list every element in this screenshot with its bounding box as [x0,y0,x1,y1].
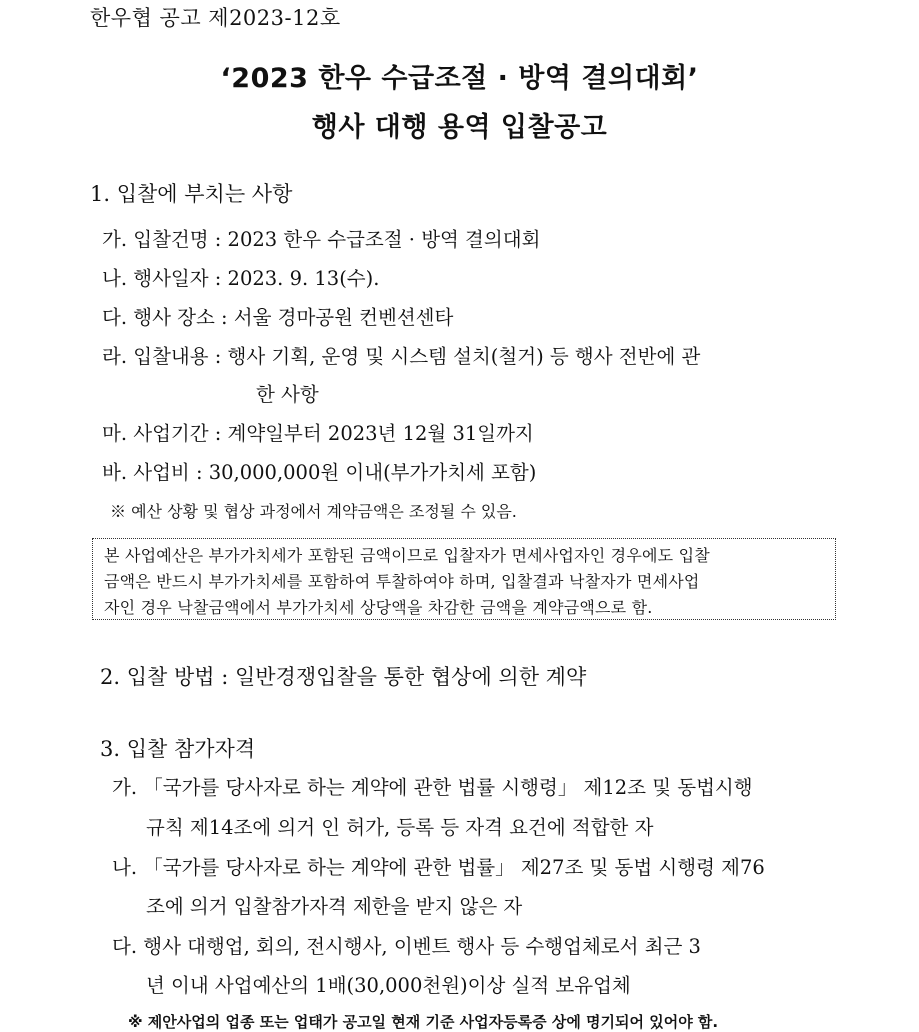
section-1-item-ma: 마. 사업기간 : 계약일부터 2023년 12월 31일까지 [102,422,534,445]
section-2-heading: 2. 입찰 방법 : 일반경쟁입찰을 통한 협상에 의한 계약 [100,665,587,689]
title-line-1: ‘2023 한우 수급조절 · 방역 결의대회’ [220,63,699,94]
title-line-2: 행사 대행 용역 입찰공고 [311,112,608,143]
section-3-item-na-line-1: 나. 「국가를 당사자로 하는 계약에 관한 법률」 제27조 및 동법 시행령 제76 [112,856,765,879]
section-1-item-ra-continuation: 한 사항 [256,383,319,406]
section-3-item-da-line-1: 다. 행사 대행업, 회의, 전시행사, 이벤트 행사 등 수행업체로서 최근 3 [112,935,701,958]
section-3-item-da-line-2: 년 이내 사업예산의 1배(30,000천원)이상 실적 보유업체 [146,974,631,997]
section-3-item-na-line-2: 조에 의거 입찰참가자격 제한을 받지 않은 자 [146,895,523,918]
notice-number: 한우협 공고 제2023-12호 [90,6,341,30]
business-registration-note: ※ 제안사업의 업종 또는 업태가 공고일 현재 기준 사업자등록증 상에 명기되어 있어야 함. [128,1013,719,1031]
section-3-item-ga-line-2: 규칙 제14조에 의거 인 허가, 등록 등 자격 요건에 적합한 자 [146,816,654,839]
section-3-heading: 3. 입찰 참가자격 [100,737,256,761]
box-line-3: 자인 경우 낙찰금액에서 부가가치세 상당액을 차감한 금액을 계약금액으로 함. [104,598,653,617]
section-1-item-ra: 라. 입찰내용 : 행사 기획, 운영 및 시스템 설치(철거) 등 행사 전반에 관 [102,345,701,368]
box-line-1: 본 사업예산은 부가가치세가 포함된 금액이므로 입찰자가 면세사업자인 경우에도 입찰 [104,546,710,565]
budget-note: ※ 예산 상황 및 협상 과정에서 계약금액은 조정될 수 있음. [110,502,517,521]
section-1-item-na: 나. 행사일자 : 2023. 9. 13(수). [102,267,380,290]
section-3-item-ga-line-1: 가. 「국가를 당사자로 하는 계약에 관한 법률 시행령」 제12조 및 동법시행 [112,776,753,799]
section-1-heading: 1. 입찰에 부치는 사항 [90,182,293,206]
section-1-item-ba: 바. 사업비 : 30,000,000원 이내(부가가치세 포함) [102,461,537,484]
box-line-2: 금액은 반드시 부가가치세를 포함하여 투찰하여야 하며, 입찰결과 낙찰자가 면세사업 [104,572,700,591]
section-1-item-da: 다. 행사 장소 : 서울 경마공원 컨벤션센타 [102,306,454,329]
section-1-item-ga: 가. 입찰건명 : 2023 한우 수급조절 · 방역 결의대회 [102,228,541,251]
